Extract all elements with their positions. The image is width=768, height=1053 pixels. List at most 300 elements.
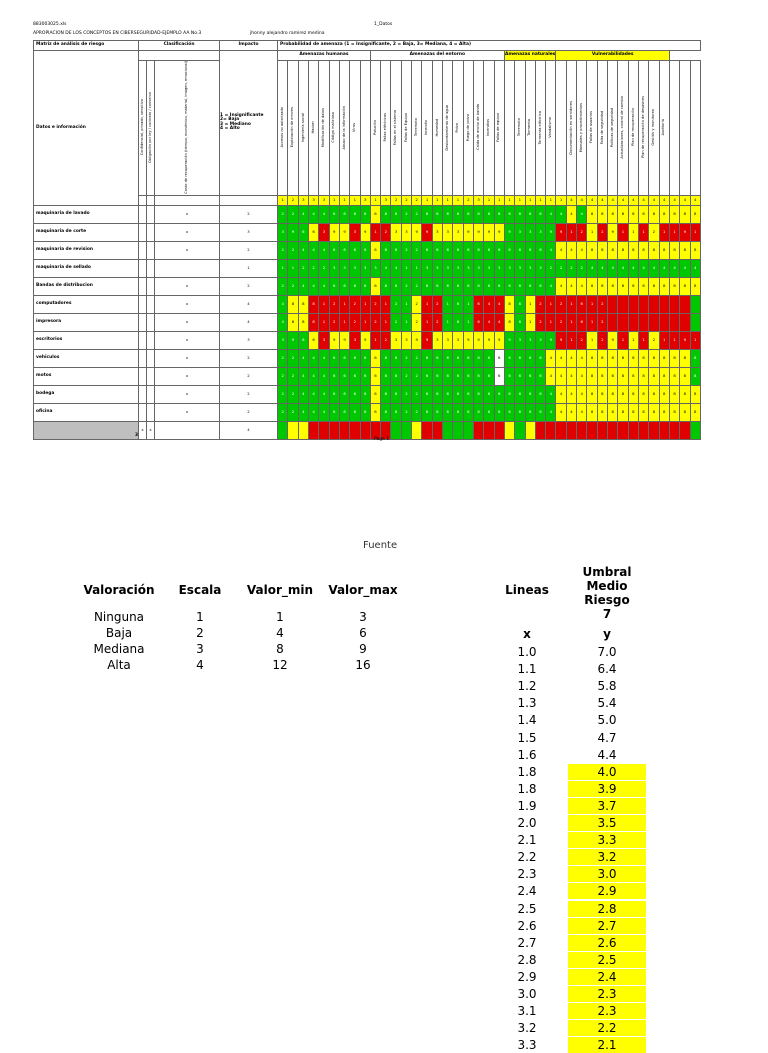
row-confidencial [139,295,147,313]
table-row [34,421,701,439]
risk-cell: 4 [308,367,318,385]
risk-cell: 2 [308,259,318,277]
row-confidencial [139,259,147,277]
risk-cell: 2 [350,313,360,331]
risk-cell: 8 [608,349,618,367]
risk-cell: 8 [659,277,669,295]
risk-cell: 8 [391,205,401,223]
risk-cell: 4 [494,313,504,331]
row-confidencial [139,385,147,403]
y-label: y [603,627,611,641]
risk-cell: 4 [308,349,318,367]
risk-cell: 4 [546,403,556,421]
row-asset: bodega [34,385,139,403]
risk-cell: 9 [484,331,494,349]
risk-cell: 6 [329,403,339,421]
risk-cell: 4 [319,403,329,421]
risk-cell: 8 [587,367,597,385]
risk-cell: 4 [577,349,587,367]
risk-cell: 6 [463,349,473,367]
risk-cell: 4 [649,259,659,277]
row-costo: x [155,313,220,331]
risk-cell [690,313,700,331]
row-confidencial [139,367,147,385]
risk-cell [597,421,607,439]
threat-col-35 [638,61,648,196]
risk-cell [566,421,576,439]
row-obligacion [147,331,155,349]
threat-col-40 [690,61,700,196]
risk-cell: 4 [556,241,566,259]
risk-cell: 8 [680,385,690,403]
risk-cell: 8 [298,313,308,331]
risk-cell: 9 [422,223,432,241]
risk-cell: 1 [319,295,329,313]
row-asset: escritorios [34,331,139,349]
prob-value: 1 [432,195,442,205]
risk-cell: 6 [422,277,432,295]
risk-cell: 1 [546,295,556,313]
y-value: 3.5 [568,815,646,831]
risk-cell: 4 [556,349,566,367]
risk-cell [577,421,587,439]
threat-col-32 [608,61,618,196]
row-asset: vehiculos [34,349,139,367]
risk-cell: 3 [515,223,525,241]
threat-col-11 [391,61,401,196]
risk-cell: 6 [339,403,349,421]
risk-cell: 6 [463,241,473,259]
risk-cell: 6 [504,367,514,385]
risk-cell: 6 [515,205,525,223]
risk-cell: 8 [690,385,700,403]
risk-cell: 6 [453,403,463,421]
prob-value: 1 [329,195,339,205]
risk-cell: 2 [278,205,288,223]
risk-cell: 2 [278,241,288,259]
risk-cell: 6 [453,385,463,403]
risk-cell: 4 [577,241,587,259]
threat-col-22 [504,61,514,196]
risk-cell: 4 [628,259,638,277]
risk-cell: 2 [401,349,411,367]
risk-cell: 3 [443,331,453,349]
risk-cell: 8 [680,403,690,421]
threat-col-37 [659,61,669,196]
risk-cell: 4 [308,241,318,259]
risk-cell: 3 [360,259,370,277]
risk-cell [618,421,628,439]
risk-cell: 9 [608,331,618,349]
risk-cell: 9 [473,223,483,241]
x-value: 1.8 [517,781,537,796]
row-costo: x [155,331,220,349]
risk-cell: 8 [628,385,638,403]
risk-cell: 1 [566,295,576,313]
threat-col-label: Polvo [455,122,460,133]
risk-cell: 2 [535,295,545,313]
risk-cell: 4 [556,403,566,421]
risk-cell: 6 [422,205,432,223]
table-row [34,385,701,403]
risk-cell: 1 [525,295,535,313]
y-value: 3.2 [568,849,646,865]
threat-col-18 [463,61,473,196]
risk-cell: 6 [308,223,318,241]
risk-cell: 6 [453,349,463,367]
risk-cell: 9 [504,331,514,349]
risk-cell: 2 [412,277,422,295]
risk-cell: 1 [587,331,597,349]
risk-cell: 6 [360,385,370,403]
risk-cell: 3 [525,223,535,241]
risk-cell: 6 [535,241,545,259]
risk-cell: 2 [412,295,422,313]
prob-value: 1 [546,195,556,205]
risk-cell [649,421,659,439]
risk-cell: 6 [525,403,535,421]
row-impact: 2 [220,367,278,385]
table-row [34,259,701,277]
row-costo: x [155,277,220,295]
risk-cell: 8 [618,367,628,385]
row-obligacion [147,241,155,259]
risk-cell: 2 [649,331,659,349]
risk-cell [515,421,525,439]
row-obligacion [147,313,155,331]
prob-value: 2 [401,195,411,205]
risk-cell: 9 [360,223,370,241]
risk-cell: 8 [628,205,638,223]
threat-col-label: Humedad [434,118,439,137]
risk-cell: 8 [628,277,638,295]
risk-cell: 3 [484,259,494,277]
risk-cell: 6 [484,205,494,223]
threat-col-23 [515,61,525,196]
y-value: 5.4 [597,696,617,711]
risk-cell [618,295,628,313]
risk-cell: 6 [577,313,587,331]
risk-cell: 2 [370,313,380,331]
risk-cell: 6 [422,403,432,421]
risk-cell: 4 [319,367,329,385]
prob-value: 4 [566,195,576,205]
row-confidencial [139,223,147,241]
y-value: 7.0 [597,645,617,659]
row-obligacion [147,205,155,223]
risk-cell: 1 [360,295,370,313]
risk-cell: 1 [669,331,679,349]
risk-cell: 8 [381,349,391,367]
risk-cell: 2 [412,385,422,403]
risk-cell [680,313,690,331]
header-umbral: Umbral Medio Riesgo 7 [582,565,632,621]
risk-cell: 6 [432,385,442,403]
class-col-2 [155,61,220,196]
threat-col-label: Fallas de usuarios [589,111,594,144]
risk-cell [484,421,494,439]
risk-cell: 6 [473,313,483,331]
threat-col-label: Terremoto [517,118,522,137]
row-impact: 2 [220,277,278,295]
risk-cell [628,313,638,331]
class-blank [139,51,220,61]
risk-cell: 6 [422,385,432,403]
y-value: 2.2 [568,1020,646,1036]
risk-cell: 2 [278,385,288,403]
risk-cell: 6 [422,367,432,385]
risk-cell: 9 [680,331,690,349]
risk-cell: 6 [494,241,504,259]
risk-cell: 6 [370,241,380,259]
row-impact: 4 [220,421,278,439]
threat-col-34 [628,61,638,196]
risk-cell: 4 [319,277,329,295]
risk-cell: 9 [556,223,566,241]
row-confidencial: x [139,421,147,439]
risk-cell: 3 [401,223,411,241]
prob-value: 1 [484,195,494,205]
y-value: 3.7 [568,798,646,814]
y-value: 2.5 [568,952,646,968]
risk-cell: 4 [308,385,318,403]
risk-cell: 4 [608,259,618,277]
risk-cell: 4 [577,367,587,385]
risk-cell: 8 [649,277,659,295]
row-costo [155,259,220,277]
group-3: Vulnerabilidades [556,51,669,61]
risk-cell: 8 [298,295,308,313]
row-impact: 2 [220,205,278,223]
prob-value: 1 [339,195,349,205]
risk-cell: 6 [453,295,463,313]
risk-cell: 6 [504,241,514,259]
threat-col-14 [422,61,432,196]
risk-cell: 4 [546,205,556,223]
risk-cell: 4 [546,277,556,295]
row-impact: 3 [220,223,278,241]
risk-cell: 9 [473,331,483,349]
risk-cell: 6 [473,277,483,295]
prob-value: 4 [597,195,607,205]
risk-cell: 4 [494,295,504,313]
risk-cell: 6 [535,367,545,385]
x-value: 1.8 [517,764,537,779]
y-value: 2.6 [568,935,646,951]
risk-cell: 6 [577,295,587,313]
risk-cell [659,313,669,331]
risk-cell [546,421,556,439]
risk-cell: 1 [339,295,349,313]
prob-value: 4 [608,195,618,205]
class-col-0 [139,61,147,196]
risk-cell: 1 [690,331,700,349]
risk-cell: 2 [381,331,391,349]
risk-cell: 2 [278,349,288,367]
threat-col-5 [329,61,339,196]
risk-cell: 8 [608,277,618,295]
row-obligacion [147,349,155,367]
risk-cell: 6 [525,385,535,403]
table-row [34,241,701,259]
risk-cell: 6 [473,205,483,223]
risk-cell: 3 [319,223,329,241]
blank-cell [220,195,278,205]
risk-cell: 1 [422,295,432,313]
threat-col-label: Fallas de equipo [496,112,501,142]
risk-cell: 2 [556,259,566,277]
risk-cell: 4 [298,367,308,385]
risk-cell: 8 [628,241,638,259]
threat-col-label: Documentación en servidores [568,100,573,155]
risk-cell: 6 [329,385,339,403]
row-impact: 1 [220,259,278,277]
risk-cell: 3 [350,259,360,277]
risk-cell: 8 [618,205,628,223]
risk-cell: 2 [288,403,298,421]
risk-cell: 6 [484,385,494,403]
risk-cell: 8 [680,367,690,385]
risk-cell: 1 [339,313,349,331]
risk-cell: 8 [587,349,597,367]
risk-cell: 6 [360,277,370,295]
prob-value: 1 [535,195,545,205]
risk-cell [608,295,618,313]
risk-cell: 2 [288,367,298,385]
scale-valoracion: Alta [107,658,131,672]
risk-cell [453,421,463,439]
risk-cell [608,313,618,331]
risk-cell: 8 [381,385,391,403]
class-col-label: Confidencial, privado, sensitivo [139,99,144,156]
y-value: 4.7 [597,730,617,745]
x-value: 2.7 [517,935,537,950]
y-value: 4.4 [597,747,617,762]
threat-col-label: Incendios [486,118,491,136]
x-value: 1.2 [517,679,537,694]
risk-cell: 2 [556,313,566,331]
threat-col-21 [494,61,504,196]
impact-scale: 1 = Insignificante 2= Baja 3 = Mediano 4 = Alto [220,51,278,196]
risk-cell: 4 [308,277,318,295]
risk-cell: 3 [494,259,504,277]
row-asset: impresora [34,313,139,331]
class-col-label: Obligación por ley / contrato / convenio [147,91,152,163]
risk-cell: 8 [618,385,628,403]
row-costo: x [155,205,220,223]
risk-cell: 3 [278,223,288,241]
risk-cell: 6 [504,205,514,223]
prob-value: 3 [381,195,391,205]
table-row [34,367,701,385]
scale-min: 8 [276,642,284,656]
risk-cell: 3 [453,223,463,241]
threat-col-label: Gestión y monitoreo [651,109,656,146]
risk-cell: 4 [566,367,576,385]
risk-cell: 2 [597,295,607,313]
table-row [34,205,701,223]
risk-cell: 1 [381,313,391,331]
doc-title: APROPIACION DE LOS CONCEPTOS EN CIBERSEGURIDAD-EJEMPLO AA No.3 [33,31,202,36]
risk-cell: 4 [577,385,587,403]
y-value: 4.0 [568,764,646,780]
threat-col-7 [350,61,360,196]
risk-cell: 6 [494,277,504,295]
risk-cell: 2 [546,259,556,277]
risk-cell: 4 [577,403,587,421]
threat-col-label: Código malicioso [331,112,336,143]
x-value: 2.0 [517,816,537,830]
risk-cell: 9 [608,223,618,241]
risk-cell: 6 [515,277,525,295]
risk-cell: 9 [412,223,422,241]
page-number: Page 1 [374,437,390,442]
threat-col-label: Modificación de datos [321,107,326,147]
x-value: 2.4 [517,884,537,899]
risk-cell: 6 [443,349,453,367]
risk-cell: 6 [515,367,525,385]
risk-cell: 8 [587,205,597,223]
risk-cell: 6 [298,223,308,241]
risk-cell: 2 [288,241,298,259]
risk-cell: 6 [484,349,494,367]
risk-cell: 4 [298,277,308,295]
risk-cell: 4 [381,259,391,277]
row-confidencial [139,331,147,349]
risk-cell [649,313,659,331]
risk-cell: 9 [556,331,566,349]
threat-col-6 [339,61,349,196]
impacto-header: Impacto [220,41,278,51]
risk-cell: 6 [432,241,442,259]
row-costo: x [155,223,220,241]
risk-cell: 4 [391,259,401,277]
risk-cell: 8 [504,295,514,313]
risk-cell: 6 [443,241,453,259]
risk-cell: 1 [401,295,411,313]
row-costo: x [155,241,220,259]
risk-cell: 3 [504,259,514,277]
prob-value: 4 [587,195,597,205]
row-asset: maquinaria de lavado [34,205,139,223]
risk-cell: 6 [515,349,525,367]
risk-cell: 6 [494,349,504,367]
risk-cell: 8 [690,277,700,295]
risk-cell: 8 [391,403,401,421]
risk-cell: 8 [391,241,401,259]
risk-cell: 6 [463,367,473,385]
risk-cell: 8 [587,241,597,259]
prob-value: 4 [690,195,700,205]
prob-value: 1 [525,195,535,205]
matrix-title: Matriz de análisis de riesgo [34,41,139,51]
risk-cell: 8 [669,277,679,295]
risk-cell: 8 [597,241,607,259]
risk-cell [628,295,638,313]
x-value: 2.2 [517,850,537,865]
risk-cell: 3 [443,259,453,277]
row-impact: 4 [220,295,278,313]
header-escala: Escala [178,583,222,597]
risk-cell [504,421,514,439]
prob-value: 1 [494,195,504,205]
risk-cell [473,421,483,439]
class-col-1 [147,61,155,196]
risk-cell: 6 [535,385,545,403]
threat-col-label: Fallas eléctricas [383,113,387,142]
risk-cell: 9 [339,331,349,349]
risk-cell: 9 [494,223,504,241]
